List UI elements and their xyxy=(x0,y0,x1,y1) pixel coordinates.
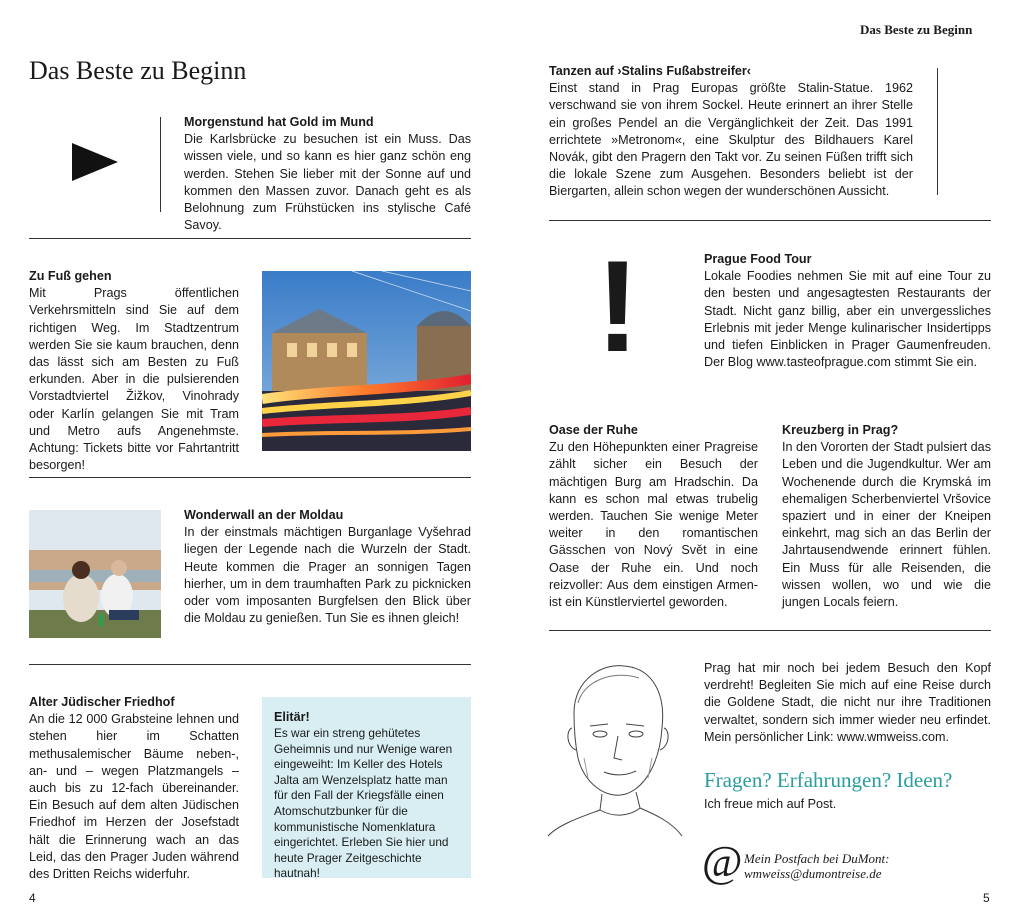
post-line: Ich freue mich auf Post. xyxy=(704,797,837,811)
mailbox-label: Mein Postfach bei DuMont: xyxy=(744,851,890,866)
divider xyxy=(549,630,991,631)
section-heading: Zu Fuß gehen xyxy=(29,269,112,283)
section-heading: Wonderwall an der Moldau xyxy=(184,508,344,522)
section-heading: Tanzen auf ›Stalins Fußabstreifer‹ xyxy=(549,64,751,78)
photo-couple-vysehrad xyxy=(29,510,161,638)
info-box-heading: Elitär! xyxy=(274,710,310,724)
divider xyxy=(549,220,991,221)
section-heading: Kreuzberg in Prag? xyxy=(782,423,899,437)
section-heading: Prague Food Tour xyxy=(704,252,812,266)
divider-vertical xyxy=(160,117,161,212)
section-heading: Morgenstund hat Gold im Mund xyxy=(184,115,374,129)
section-kreuzberg xyxy=(782,422,991,611)
section-body: Zu den Höhepunkten einer Pragreise zählt sicher ein Besuch der mächtigen Burg am Hradschin. Da kann es schon mal etwas trubelig werden. Tauchen Sie wenige Meter weiter in den romantischen Gässchen von Nový Svět in eine Oase der Ruhe ein. Und noch reizvoller: Aus dem einstigen Armen- ist ein Künstlerviertel geworden. xyxy=(549,440,758,610)
section-heading: Oase der Ruhe xyxy=(549,423,638,437)
section-stalin xyxy=(549,63,913,201)
at-icon: @ xyxy=(702,837,743,886)
section-zufuss xyxy=(29,268,239,474)
section-body: Die Karlsbrücke zu besuchen ist ein Muss. Das wissen viele, und so kann es hier ganz schön eng werden. Stehen Sie lieber mit der Sonne auf und kommen den Massen zuvor. Danach geht es als Belohnung zum Frühstücken ins stylische Café Savoy. xyxy=(184,132,471,233)
section-oase xyxy=(549,422,758,611)
section-morgenstund xyxy=(184,114,471,234)
page-number-left: 4 xyxy=(29,891,36,905)
section-body: Lokale Foodies nehmen Sie mit auf eine Tour zu den besten und angesagtesten Restaurants der Stadt. Nicht ganz billig, aber ein unvergessliches Erlebnis mit jeder Menge kulinarischer Insidertipps und tiefen Einblicken in Prager Gaumenfreuden. Der Blog www.tasteofprague.com stimmt Sie ein. xyxy=(704,269,991,370)
section-body: Einst stand in Prag Europas größte Stalin-Statue. 1962 verschwand sie von ihrem Sockel. Heute erinnert an ihrer Stelle ein großes Pendel an die Vergänglichkeit der Zeit. Das 1991 errichtete »Metronom«, eine Skulptur des Bildhauers Karel Novák, gibt den Pragern den Takt vor. Zu seinen Füßen trifft sich die lokale Szene zum Ausgehen. Besonders beliebt ist der Biergarten, allein schon wegen der wunderschönen Aussicht. xyxy=(549,81,913,199)
section-heading: Alter Jüdischer Friedhof xyxy=(29,695,175,709)
questions-heading: Fragen? Erfahrungen? Ideen? xyxy=(704,768,953,792)
section-body: An die 12 000 Grabsteine lehnen und stehen hier im Schatten methusalemischer Bäume neben-, an- und – wegen Platzmangels – auch bis zu 12-fach übereinander. Ein Besuch auf dem alten Jüdischen Friedhof im Herzen der Josefstadt hält die Erinnerung wach an das Leid, das den Prager Juden während des Dritten Reichs widerfuhr. xyxy=(29,712,239,882)
section-wonderwall xyxy=(184,507,471,627)
divider xyxy=(29,238,471,239)
page-title: Das Beste zu Beginn xyxy=(29,56,247,85)
divider-vertical xyxy=(937,68,938,195)
info-box-body: Es war ein streng gehütetes Geheimnis und nur Wenige waren eingeweiht: Im Keller des Hotels Jalta am Wenzelsplatz hatte man für den Fall der Kriegsfälle einen Atomschutzbunker für die kommunistische Nomenklatura eingerichtet. Erleben Sie hier und heute Prager Zeitgeschichte hautnah! xyxy=(274,726,453,881)
author-portrait-sketch xyxy=(544,658,684,838)
page-number-right: 5 xyxy=(983,891,990,905)
divider xyxy=(29,664,471,665)
info-box-elitar xyxy=(262,697,471,881)
divider xyxy=(29,477,471,478)
play-arrow-icon xyxy=(72,143,118,181)
section-foodtour xyxy=(704,251,991,371)
section-body: In den Vororten der Stadt pulsiert das Leben und die Jugendkultur. Wer am Wochenende durch die Krymská im ehemaligen Scherbenviertel Vršovice spaziert und in einer der Kneipen einkehrt, mag sich an das Berlin der Jahrtausendwende erinnert fühlen. Ein Muss für alle Reisenden, die wissen wollen, wo und wie die jungen Locals feiern. xyxy=(782,440,991,610)
photo-tram-light-trails xyxy=(262,271,471,451)
section-friedhof xyxy=(29,694,239,883)
section-body: In der einstmals mächtigen Burganlage Vyšehrad liegen der Legende nach die Wurzeln der Stadt. Heute kommen die Prager an sonnigen Tagen hierher, um in dem traumhaften Park zu picknicken oder vom imposanten Burgfelsen den Blick über die Moldau zu genießen. Tun Sie es ihnen gleich! xyxy=(184,525,471,626)
author-intro: Prag hat mir noch bei jedem Besuch den Kopf verdreht! Begleiten Sie mich auf eine Reise durch die Goldene Stadt, die nicht nur ihre Traditionen verwaltet, sondern sich immer wieder neu erfindet. Mein persönlicher Link: www.wmweiss.com. xyxy=(704,661,991,744)
exclamation-icon: ! xyxy=(596,233,640,379)
running-title: Das Beste zu Beginn xyxy=(860,22,973,37)
section-body: Mit Prags öffentlichen Verkehrsmitteln sind Sie auf dem richtigen Weg. Im Stadtzentrum werden Sie sie kaum brauchen, denn das lässt sich am Besten zu Fuß erkunden. Aber in die pulsierenden Vorstadtviertel Žižkov, Vinohrady oder Karlín gelangen Sie mit Tram und Metro aufs Angenehmste. Achtung: Tickets bitte vor Fahrtantritt besorgen! xyxy=(29,286,239,473)
email-link[interactable]: wmweiss@dumontreise.de xyxy=(744,866,882,881)
